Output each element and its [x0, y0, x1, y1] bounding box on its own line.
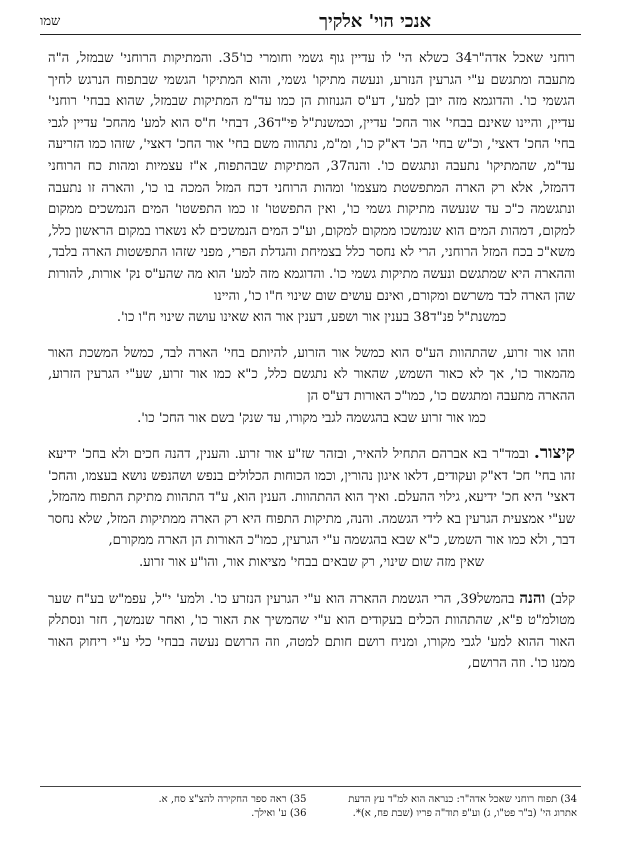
summary-keyword: קיצור.	[533, 443, 575, 464]
paragraph-2	[48, 343, 575, 429]
running-title: אנכי הוי' אלקיך	[319, 10, 431, 32]
page-header	[40, 8, 581, 35]
footnote-line: 35) ראה ספר החקירה להצ"צ סח, א.	[158, 794, 307, 805]
footnote-line: 36) ע' ואילך.	[251, 808, 307, 819]
paragraph-2-text: וזהו אור זרוע, שהתהוות הע"ס הוא כמשל אור הזרוע, להיותם בחי' הארה לבד, כמשל המשכת האור מהמאור כו', אך לא כאור השמש, שהאור לא נתגשם כלל, כ"א כמו אור זרוע, שע"י הגרעין הזרוע, ההארה מתעבה ומתגשם כו', כמו"כ האורות דע"ס הן	[48, 345, 575, 404]
section-number: קלב)	[545, 591, 575, 607]
footnote-line: אתרוג הי' (ב"ר פט"ו, ג) וע"פ תוד"ה פריו (שבת פח, א)*.	[352, 808, 577, 819]
main-text	[48, 48, 575, 689]
paragraph-1-last-line: כמשנת"ל פנ"ד38 בענין אור ושפע, דענין אור הוא שאינו עושה שינוי ח"ו כו'.	[116, 310, 507, 326]
footnote-line: 34) תפוח רוחני שאכל אדה"ר: כנראה הוא למ"ד עץ הדעת	[348, 794, 577, 805]
paragraph-2-last-line: כמו אור זרוע שבא בהגשמה לגבי מקורו, עד שנק' בשם אור החכ' כו'.	[137, 410, 486, 426]
paragraph-3-last-line: שאין מזה שום שינוי, רק שבאים בבחי' מציאות אור, והו"ע אור זרוע.	[138, 555, 485, 571]
paragraph-4-keyword: והנה	[519, 588, 546, 607]
paragraph-4	[48, 588, 575, 675]
footnotes-right-column	[311, 793, 582, 859]
section-name: שמו	[40, 14, 61, 29]
paragraph-3	[48, 443, 575, 574]
paragraph-1-text: רוחני שאכל אדה"ר34 כשלא הי' לו עדיין גוף גשמי וחומרי כו'35. והמתיקות הרוחני' שבמזל, ה"ה מתעבה ומתגשם ע"י הגרעין הנזרע, ונעשה מתיקו' גשמי, והוא המתיקו' הגשמי שבתפוח הנרגש לחיך הגשמי כו'. והדוגמא מזה יובן למע', דע"ס הגנוזות הן כמו עד"מ המתיקות שבמזל, שהוא בבחי' רוחני' עדיין, והיינו שאינם בבחי' אור החכ' עדיין, וכמשנת"ל פי"ד36, דבחי' ח"ס הוא למע' מהחכ' עדיין לגבי בחי' החכ' דאצי', וכ"ש בחי' הכ' דא"ק כו', ומ"מ, נתהווה משם בחי' אור החכ' דאצי', שזהו כמו הזריעה עד"מ, שהמתיקו' נתעבה ונתגשם כו'. והנה37, המתיקות שבהתפוח, א"ז עצמיות ומהות כח הרוחני דהמזל, אלא רק הארה המתפשטת מעצמו' ומהות הרוחני דכח המזל המכה בו כו', והארה זו נתעבה ונתגשמה כ"כ עד שנעשה מתיקות גשמי כו', ואין התפשטו' זו כמו התפשטו' המים הנמשכים ממקום למקום, דמהות המים הוא שנמשכו ממקום למקום, וע"כ המים הנמשכים לא נשארו במקום הראשון כלל, משא"כ בכח המזל הרוחני, הרי לא נחסר כלל בצמיחת והגדלת הפרי, מפני שזהו התפשטות הארה בלבד, וההארה היא שמתגשם ונעשה מתיקות גשמי כו'. והדוגמא מזה למע' הוא מה שהע"ס נק' אורות, להורות שהן הארה לבד משרשם ומקורם, ואינם עושים שום שינוי ח"ו כו', והיינו	[48, 51, 576, 304]
paragraph-1	[48, 48, 575, 329]
paragraph-3-text: ובמד"ר בא אברהם התחיל להאיר, ובזהר שז"ע אור זרוע. והענין, דהנה חכים ולא בחכ' ידיעא זהו בחי' חכ' דא"ק ועקודים, דלאו איגון נהורין, וכמו הכוחות הכלולים בנפש ושהנפש נושא בעצמו, והחכ' דאצי' היא חכ' ידיעא, גילוי ההעלם. ואיך הוא ההתהוות. הענין הוא, ע"ד התהוות מתיקת התפוח מהמזל, שע"י אמצעית הגרעין בא לידי הגשמה. והנה, מתיקות התפוח היא רק הארה ממתיקות המזל, שלא נחסר דבר, ולא כמו אור השמש, כ"א שבא בהגשמה ע"י הגרעין, כמו"כ האורות הן הארה ממקורם,	[48, 447, 575, 549]
paragraph-4-text: בהמשל39, הרי הגשמת ההארה הוא ע"י הגרעין הנזרע כו'. ולמע' י"ל, עפמ"ש בע"ח שער מטולמ"ט פ"א, שהתהוות הכלים בעקודים הוא ע"י שהמשיך את האור כו', ואחר שנמשך, חזר ונסתלק האור ההוא למע' לגבי מקורו, ומניח רושם חותם למטה, וזה הרושם נעשה בבחי' כלי ע"י ריחוק האור ממנו כו'. וזה הרושם,	[48, 591, 575, 672]
footnotes	[40, 786, 581, 859]
footnotes-left-column	[40, 793, 311, 859]
